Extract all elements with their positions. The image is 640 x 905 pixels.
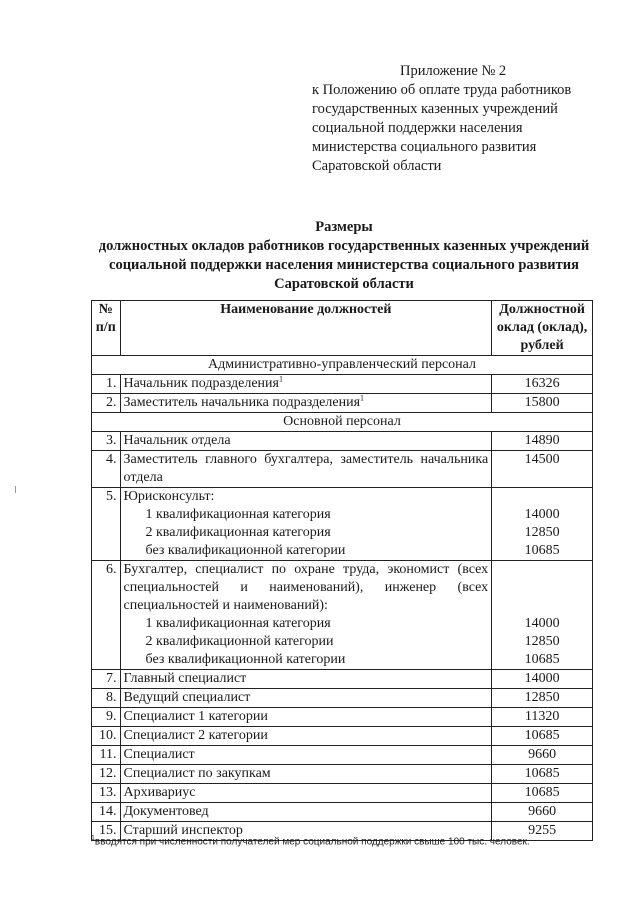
- row-number: 7.: [92, 670, 121, 689]
- position-name-cell: [120, 451, 492, 488]
- appendix-line: министерства социального развития: [312, 139, 537, 155]
- sub-category: 2 квалификационной категории: [145, 634, 334, 649]
- table-row: [92, 488, 593, 561]
- salary-table: [91, 300, 593, 841]
- salary-value: 15800: [524, 395, 560, 410]
- position-name-cell: [120, 432, 492, 451]
- sub-category: 2 квалификационная категория: [145, 525, 331, 540]
- salary-cell: [492, 765, 593, 784]
- salary-cell: [492, 670, 593, 689]
- table-row: [92, 689, 593, 708]
- appendix-line: социальной поддержки населения: [312, 120, 523, 136]
- salary-value: 14890: [524, 433, 560, 448]
- salary-value: 10685: [524, 766, 560, 781]
- title-line: должностных окладов работников государственных казенных учреждений: [98, 238, 590, 254]
- row-number: 5.: [92, 488, 121, 561]
- salary-value: 9660: [528, 747, 557, 762]
- row-number: 6.: [92, 561, 121, 670]
- table-row: [92, 432, 593, 451]
- position-name-cell: [120, 488, 492, 561]
- footnote-ref: 1: [278, 374, 283, 384]
- appendix-heading: Приложение № 2: [400, 63, 507, 79]
- position-name: Заместитель главного бухгалтера, заместитель начальника отдела: [123, 452, 489, 485]
- footnote-ref: 1: [360, 393, 365, 403]
- salary-value: 10685: [524, 728, 560, 743]
- row-number: 4.: [92, 451, 121, 488]
- salary-value: 10685: [524, 652, 560, 667]
- row-number: 1.: [92, 375, 121, 394]
- salary-value: 14000: [524, 507, 560, 522]
- section-title: Административно-управленческий персонал: [92, 356, 593, 375]
- salary-cell: [492, 784, 593, 803]
- salary-value: 9255: [528, 823, 557, 838]
- header-salary: Должностной оклад (оклад), рублей: [492, 301, 593, 356]
- position-name: Бухгалтер, специалист по охране труда, экономист (всех специальностей и наименований), инженер (всех специальностей и наименований):: [123, 562, 489, 613]
- sub-category: без квалификационной категории: [145, 652, 346, 667]
- position-name: Главный специалист: [123, 671, 247, 686]
- salary-value: 12850: [524, 634, 560, 649]
- row-number: 13.: [92, 784, 121, 803]
- blank-line: [495, 579, 589, 597]
- salary-cell: [492, 803, 593, 822]
- table-body: [92, 356, 593, 841]
- appendix-line: Саратовской области: [312, 158, 442, 174]
- table-row: [92, 394, 593, 413]
- position-name: Архивариус: [123, 785, 196, 800]
- table-row: [92, 561, 593, 670]
- footnote-mark: 1: [91, 835, 95, 842]
- position-name-cell: [120, 689, 492, 708]
- salary-cell: [492, 451, 593, 488]
- position-name: Юрисконсульт:: [123, 489, 215, 504]
- position-name-cell: [120, 727, 492, 746]
- table-header-row: [92, 301, 593, 356]
- salary-cell: [492, 561, 593, 670]
- position-name-cell: [120, 803, 492, 822]
- scan-artifact: [15, 486, 16, 493]
- header-number: № п/п: [92, 301, 121, 356]
- position-name-cell: [120, 375, 492, 394]
- appendix-block: [312, 62, 594, 176]
- row-number: 12.: [92, 765, 121, 784]
- salary-value: 14000: [524, 671, 560, 686]
- row-number: 8.: [92, 689, 121, 708]
- table-row: [92, 375, 593, 394]
- title-line: Размеры: [315, 219, 373, 235]
- salary-value: 10685: [524, 785, 560, 800]
- row-number: 3.: [92, 432, 121, 451]
- position-name: Специалист: [123, 747, 195, 762]
- position-name: Заместитель начальника подразделения: [123, 395, 361, 410]
- table-row: [92, 708, 593, 727]
- section-title: Основной персонал: [92, 413, 593, 432]
- row-number: 15.: [92, 822, 121, 841]
- salary-value: 10685: [524, 543, 560, 558]
- position-name: Документовед: [123, 804, 209, 819]
- blank-line: [495, 561, 589, 579]
- header-position-name: Наименование должностей: [120, 301, 492, 356]
- salary-value: 14000: [524, 616, 560, 631]
- salary-cell: [492, 375, 593, 394]
- title-line: Саратовской области: [274, 276, 414, 292]
- salary-cell: [492, 394, 593, 413]
- salary-cell: [492, 727, 593, 746]
- row-number: 9.: [92, 708, 121, 727]
- appendix-line: к Положению об оплате труда работников: [312, 82, 572, 98]
- position-name-cell: [120, 670, 492, 689]
- footnote: [91, 835, 530, 847]
- table-row: [92, 765, 593, 784]
- document-title: [84, 218, 604, 294]
- position-name: Специалист 1 категории: [123, 709, 268, 724]
- salary-cell: [492, 432, 593, 451]
- position-name-cell: [120, 561, 492, 670]
- table-row: [92, 803, 593, 822]
- row-number: 10.: [92, 727, 121, 746]
- position-name: Ведущий специалист: [123, 690, 251, 705]
- table-row: [92, 746, 593, 765]
- position-name: Старший инспектор: [123, 823, 243, 838]
- section-row: [92, 413, 593, 432]
- footnote-text: вводятся при численности получателей мер социальной поддержки свыше 100 тыс. человек.: [94, 836, 530, 848]
- row-number: 14.: [92, 803, 121, 822]
- position-name-cell: [120, 765, 492, 784]
- row-number: 11.: [92, 746, 121, 765]
- salary-value: 11320: [524, 709, 560, 724]
- position-name-cell: [120, 394, 492, 413]
- position-name-cell: [120, 746, 492, 765]
- salary-cell: [492, 488, 593, 561]
- section-row: [92, 356, 593, 375]
- blank-line: [495, 488, 589, 506]
- salary-value: 12850: [524, 690, 560, 705]
- table-row: [92, 784, 593, 803]
- sub-category: 1 квалификационная категория: [145, 507, 331, 522]
- position-name: Специалист по закупкам: [123, 766, 271, 781]
- position-name-cell: [120, 784, 492, 803]
- table-row: [92, 727, 593, 746]
- position-name: Начальник отдела: [123, 433, 231, 448]
- salary-value: 9660: [528, 804, 557, 819]
- salary-value: 14500: [524, 452, 560, 467]
- table-row: [92, 451, 593, 488]
- table-row: [92, 670, 593, 689]
- sub-category: без квалификационной категории: [145, 543, 346, 558]
- position-name-cell: [120, 708, 492, 727]
- position-name: Специалист 2 категории: [123, 728, 268, 743]
- blank-line: [495, 597, 589, 615]
- salary-value: 12850: [524, 525, 560, 540]
- salary-cell: [492, 689, 593, 708]
- salary-value: 16326: [524, 376, 560, 391]
- salary-cell: [492, 746, 593, 765]
- sub-category: 1 квалификационная категория: [145, 616, 331, 631]
- appendix-line: государственных казенных учреждений: [312, 101, 558, 117]
- salary-cell: [492, 708, 593, 727]
- title-line: социальной поддержки населения министерства социального развития: [109, 257, 579, 273]
- row-number: 2.: [92, 394, 121, 413]
- position-name: Начальник подразделения: [123, 376, 279, 391]
